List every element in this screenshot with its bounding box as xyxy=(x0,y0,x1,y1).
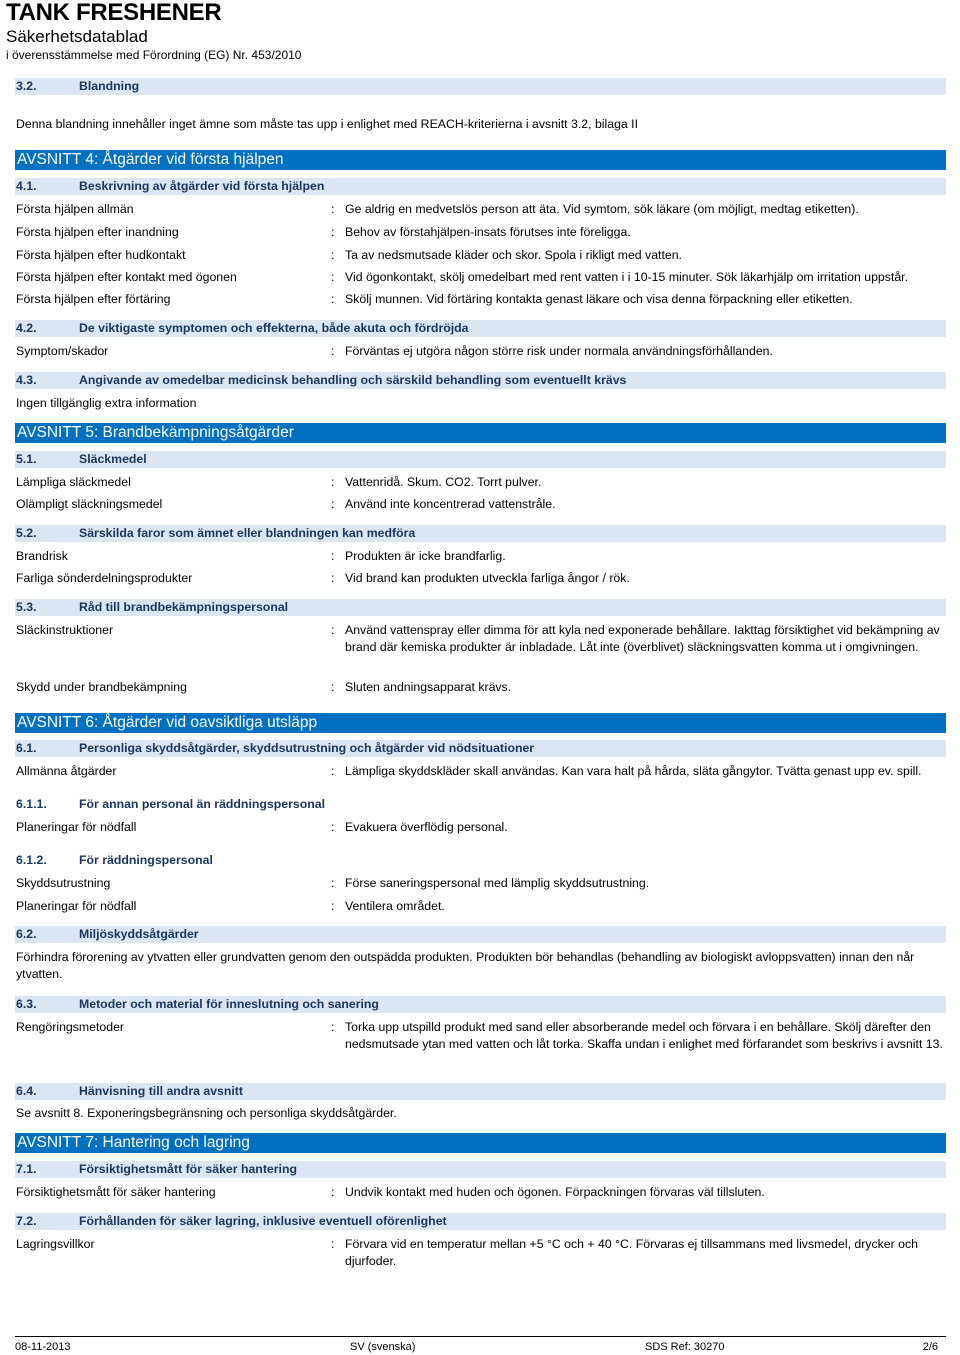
footer-date: 08-11-2013 xyxy=(15,1341,71,1353)
subsection-number: 6.2. xyxy=(16,927,37,941)
row-key: Första hjälpen efter förtäring xyxy=(16,292,171,306)
row-colon: : xyxy=(331,270,335,284)
subsection-number: 4.2. xyxy=(16,321,37,335)
row-value: Vattenridå. Skum. CO2. Torrt pulver. xyxy=(345,475,542,489)
subsection-6-1-1 xyxy=(15,796,946,813)
subsection-5-2 xyxy=(15,525,946,542)
footer-language: SV (svenska) xyxy=(350,1341,416,1353)
subsection-7-1 xyxy=(15,1161,946,1178)
section-4-title: AVSNITT 4: Åtgärder vid första hjälpen xyxy=(15,150,946,170)
subsection-label: Släckmedel xyxy=(79,452,147,466)
row-value: Lämpliga skyddskläder skall användas. Kan vara halt på hårda, släta gångytor. Tvätta genast upp ev. spill. xyxy=(345,764,922,778)
row-colon: : xyxy=(331,344,335,358)
subsection-label: Personliga skyddsåtgärder, skyddsutrustning och åtgärder vid nödsituationer xyxy=(79,741,535,755)
row-key: Lagringsvillkor xyxy=(16,1237,95,1251)
row-key: Första hjälpen efter hudkontakt xyxy=(16,248,186,262)
regulation-note: i överensstämmelse med Förordning (EG) Nr. 453/2010 xyxy=(6,48,302,62)
product-title: TANK FRESHENER xyxy=(6,0,222,26)
subsection-4-1 xyxy=(15,178,946,195)
section-7-title: AVSNITT 7: Hantering och lagring xyxy=(15,1133,946,1153)
row-key: Planeringar för nödfall xyxy=(16,899,137,913)
subsection-label: För annan personal än räddningspersonal xyxy=(79,797,325,811)
subsection-label: Förhållanden för säker lagring, inklusive eventuell oförenlighet xyxy=(79,1214,447,1228)
subsection-label: Beskrivning av åtgärder vid första hjälpen xyxy=(79,179,325,193)
subsection-label: Metoder och material för inneslutning och sanering xyxy=(79,997,379,1011)
row-key: Symptom/skador xyxy=(16,344,109,358)
subsection-label: Blandning xyxy=(79,79,140,93)
reference-text: Se avsnitt 8. Exponeringsbegränsning och personliga skyddsåtgärder. xyxy=(16,1106,397,1120)
row-colon: : xyxy=(331,680,335,694)
row-value: Använd inte koncentrerad vattenstråle. xyxy=(345,497,556,511)
document-header xyxy=(6,0,301,63)
row-colon: : xyxy=(331,1020,335,1034)
subsection-5-1 xyxy=(15,451,946,468)
row-value: Produkten är icke brandfarlig. xyxy=(345,549,506,563)
row-colon: : xyxy=(331,202,335,216)
subsection-4-2 xyxy=(15,320,946,337)
row-value: Vid brand kan produkten utveckla farliga ångor / rök. xyxy=(345,571,630,585)
row-value: Ge aldrig en medvetslös person att äta. Vid symtom, sök läkare (om möjligt, medtag etiketten). xyxy=(345,202,859,216)
subsection-number: 5.1. xyxy=(16,452,37,466)
row-value: Skölj munnen. Vid förtäring kontakta genast läkare och visa denna förpackning eller etiketten. xyxy=(345,292,853,306)
row-colon: : xyxy=(331,549,335,563)
page-footer xyxy=(15,1336,946,1353)
subsection-number: 4.1. xyxy=(16,179,37,193)
subsection-number: 6.1.2. xyxy=(16,853,47,867)
row-colon: : xyxy=(331,571,335,585)
subsection-number: 3.2. xyxy=(16,79,37,93)
row-colon: : xyxy=(331,1185,335,1199)
subsection-7-2 xyxy=(15,1213,946,1230)
subsection-number: 7.1. xyxy=(16,1162,37,1176)
footer-page-number: 2/6 xyxy=(922,1341,938,1353)
subsection-label: Angivande av omedelbar medicinsk behandling och särskild behandling som eventuellt krävs xyxy=(79,373,627,387)
subsection-3-2 xyxy=(15,78,946,95)
section-6-title: AVSNITT 6: Åtgärder vid oavsiktliga utsläpp xyxy=(15,713,946,733)
row-key: Skydd under brandbekämpning xyxy=(16,680,187,694)
row-value: Förse saneringspersonal med lämplig skyddsutrustning. xyxy=(345,876,650,890)
row-key: Olämpligt släckningsmedel xyxy=(16,497,163,511)
subsection-6-1 xyxy=(15,740,946,757)
row-key: Första hjälpen efter kontakt med ögonen xyxy=(16,270,237,284)
row-value: Sluten andningsapparat krävs. xyxy=(345,680,512,694)
row-key: Lämpliga släckmedel xyxy=(16,475,131,489)
subsection-6-2 xyxy=(15,926,946,943)
row-key: Brandrisk xyxy=(16,549,68,563)
row-colon: : xyxy=(331,1237,335,1251)
row-value: Torka upp utspilld produkt med sand eller absorberande medel och förvara i en behållare. Skölj därefter den nedsmutsade ytan med vatten och låt torka. Skaffa undan i enlighet med förfarandet som beskrivs i avsnitt 13. xyxy=(345,1020,943,1051)
row-key: Första hjälpen efter inandning xyxy=(16,225,179,239)
subsection-label: Miljöskyddsåtgärder xyxy=(79,927,199,941)
subsection-number: 6.4. xyxy=(16,1084,37,1098)
row-colon: : xyxy=(331,497,335,511)
row-colon: : xyxy=(331,820,335,834)
subsection-4-3 xyxy=(15,372,946,389)
row-value: Ta av nedsmutsade kläder och skor. Spola i rikligt med vatten. xyxy=(345,248,682,262)
row-colon: : xyxy=(331,876,335,890)
row-key: Släckinstruktioner xyxy=(16,623,114,637)
treatment-text: Ingen tillgänglig extra information xyxy=(16,396,197,410)
row-key: Planeringar för nödfall xyxy=(16,820,137,834)
subsection-label: Råd till brandbekämpningspersonal xyxy=(79,600,289,614)
row-colon: : xyxy=(331,899,335,913)
row-value: Ventilera området. xyxy=(345,899,445,913)
subsection-6-3 xyxy=(15,996,946,1013)
subsection-number: 7.2. xyxy=(16,1214,37,1228)
row-value: Vid ögonkontakt, skölj omedelbart med rent vatten i i 10-15 minuter. Sök läkarhjälp om irritation uppstår. xyxy=(345,270,908,284)
subsection-5-3 xyxy=(15,599,946,616)
subsection-label: De viktigaste symptomen och effekterna, både akuta och fördröjda xyxy=(79,321,469,335)
doc-type: Säkerhetsdatablad xyxy=(6,27,148,46)
row-colon: : xyxy=(331,623,335,637)
row-colon: : xyxy=(331,248,335,262)
row-colon: : xyxy=(331,225,335,239)
subsection-number: 6.1.1. xyxy=(16,797,47,811)
row-key: Allmänna åtgärder xyxy=(16,764,117,778)
subsection-number: 6.3. xyxy=(16,997,37,1011)
row-value: Behov av förstahjälpen-insats förutses inte föreligga. xyxy=(345,225,631,239)
subsection-label: Hänvisning till andra avsnitt xyxy=(79,1084,243,1098)
row-colon: : xyxy=(331,764,335,778)
section-5-title: AVSNITT 5: Brandbekämpningsåtgärder xyxy=(15,423,946,443)
row-key: Farliga sönderdelningsprodukter xyxy=(16,571,193,585)
footer-sds-ref: SDS Ref: 30270 xyxy=(645,1341,725,1353)
row-key: Första hjälpen allmän xyxy=(16,202,134,216)
subsection-label: Särskilda faror som ämnet eller blandningen kan medföra xyxy=(79,526,416,540)
subsection-6-4 xyxy=(15,1083,946,1100)
row-value: Använd vattenspray eller dimma för att kyla ned exponerade behållare. Iakttag försiktighet vid bekämpning av brand där kemiska produkter är inbladade. Låt inte (överblivet) släckningsvatten komma ut i omgivningen. xyxy=(345,623,940,654)
row-value: Förväntas ej utgöra någon större risk under normala användningsförhållanden. xyxy=(345,344,773,358)
subsection-label: För räddningspersonal xyxy=(79,853,213,867)
row-key: Försiktighetsmått för säker hantering xyxy=(16,1185,216,1199)
row-value: Undvik kontakt med huden och ögonen. Förpackningen förvaras väl tillsluten. xyxy=(345,1185,765,1199)
mixture-text: Denna blandning innehåller inget ämne som måste tas upp i enlighet med REACH-kriterierna i avsnitt 3.2, bilaga II xyxy=(16,117,639,131)
row-value: Evakuera överflödig personal. xyxy=(345,820,508,834)
subsection-number: 4.3. xyxy=(16,373,37,387)
subsection-number: 5.2. xyxy=(16,526,37,540)
row-value: Förvara vid en temperatur mellan +5 °C och + 40 °C. Förvaras ej tillsammans med livsmedel, drycker och djurfoder. xyxy=(345,1237,918,1268)
row-colon: : xyxy=(331,475,335,489)
subsection-6-1-2 xyxy=(15,852,946,869)
subsection-number: 5.3. xyxy=(16,600,37,614)
row-colon: : xyxy=(331,292,335,306)
subsection-number: 6.1. xyxy=(16,741,37,755)
environment-text: Förhindra förorening av ytvatten eller grundvatten genom den outspädda produkten. Produkten bör behandlas (behandling av biologiskt avloppsvatten) innan den når ytvatten. xyxy=(16,950,915,981)
row-key: Rengöringsmetoder xyxy=(16,1020,125,1034)
subsection-label: Försiktighetsmått för säker hantering xyxy=(79,1162,297,1176)
row-key: Skyddsutrustning xyxy=(16,876,111,890)
